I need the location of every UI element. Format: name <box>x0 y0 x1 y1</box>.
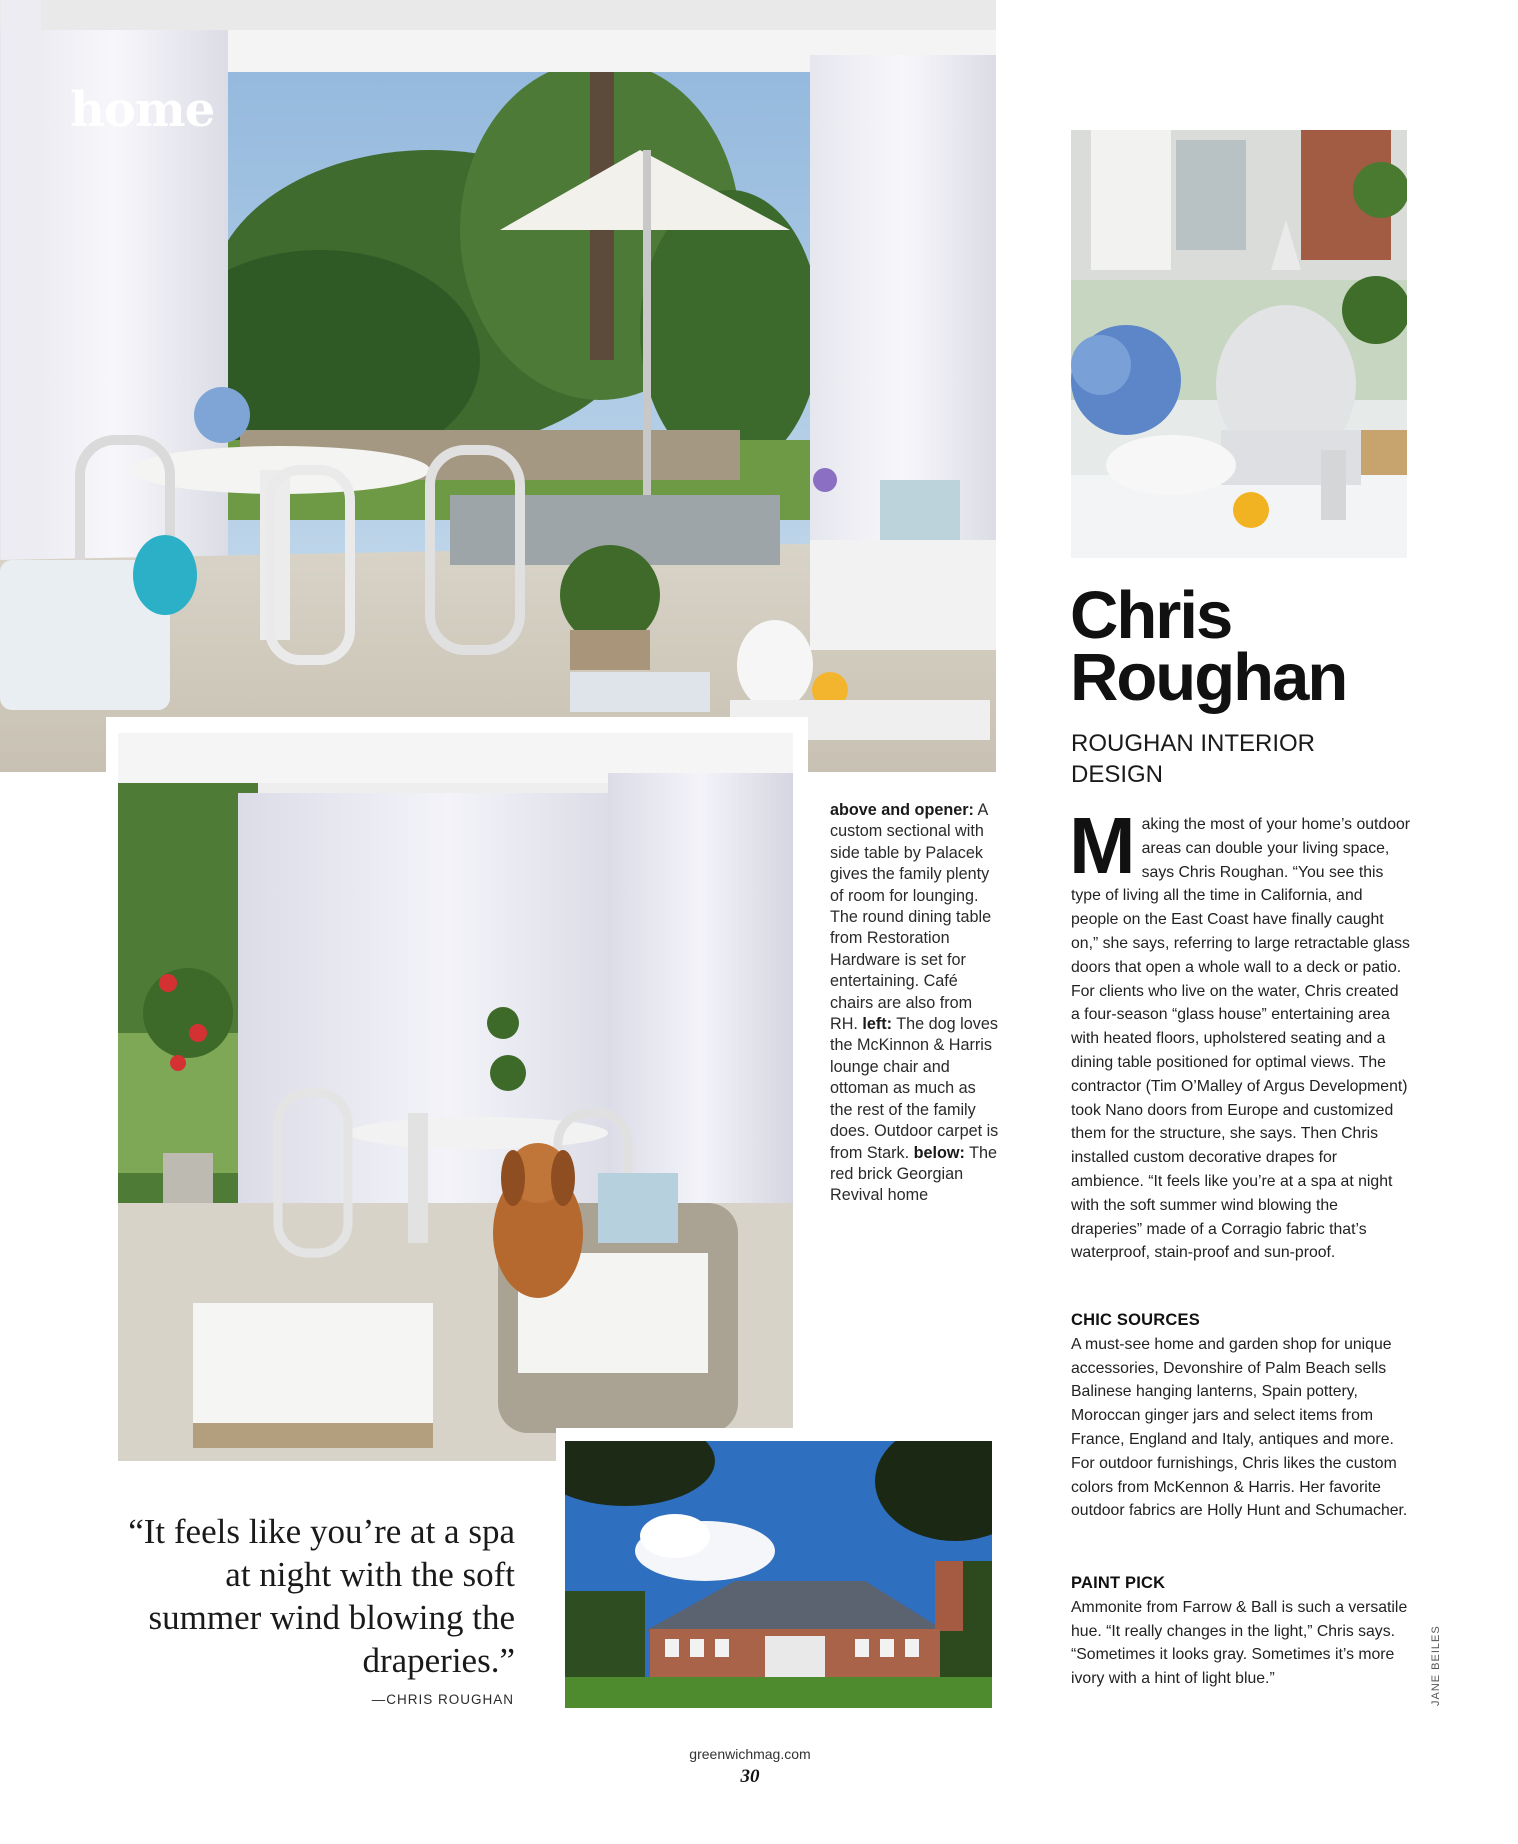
designer-last-name: Roughan <box>1070 640 1347 715</box>
photo-credit: JANE BEILES <box>1430 1625 1442 1706</box>
caption-lead-left: left: <box>862 1015 893 1034</box>
caption-text-left: The dog loves the McKinnon & Harris lounge chair and ottoman as much as the rest of the family does. Outdoor carpet is from Stark. <box>830 1015 999 1162</box>
chic-sources-section <box>1071 1309 1411 1523</box>
designer-first-name: Chris <box>1070 578 1232 653</box>
paint-pick-section <box>1071 1572 1411 1691</box>
designer-name <box>1070 578 1470 715</box>
drop-cap: M <box>1069 801 1136 890</box>
house-photo-exterior <box>565 1441 992 1708</box>
chic-sources-heading: CHIC SOURCES <box>1071 1311 1200 1329</box>
caption-lead-above: above and opener: <box>830 801 974 819</box>
photo-caption <box>830 800 1000 1207</box>
paint-pick-heading: PAINT PICK <box>1071 1574 1166 1592</box>
website-url[interactable]: greenwichmag.com <box>689 1746 811 1762</box>
page-number: 30 <box>740 1766 760 1787</box>
pull-quote: “It feels like you’re at a spa at night with the soft summer wind blowing the draperies.” <box>128 1512 515 1680</box>
dog-photo-lounge <box>118 733 793 1461</box>
caption-text-above: A custom sectional with side table by Palacek gives the family plenty of room for lounging. The round dining table from Restoration Hardware is set for entertaining. Café chairs are also from RH. <box>830 801 992 1034</box>
caption-text-below: The red brick Georgian Revival home <box>830 1143 998 1205</box>
caption-lead-below: below: <box>913 1143 965 1162</box>
intro-text: aking the most of your home’s outdoor areas can double your living space, says Chris Roughan. “You see this type of living all the time in California, and people on the East Coast have finally caught on,” she says, referring to large retractable glass doors that open a whole wall to a deck or patio. For clients who live on the water, Chris created a four-season “glass house” entertaining area with heated floors, upholstered seating and a dining table positioned for optimal views. The contractor (Tim O’Malley of Argus Development) took Nano doors from Europe and customized them for the structure, she says. Then Chris installed custom decorative drapes for ambience. “It feels like you’re at a spa at night with the soft summer wind blowing the draperies” made of a Corragio fabric that’s waterproof, stain-proof and sun-proof. <box>1071 816 1411 1262</box>
firm-name: ROUGHAN INTERIOR DESIGN <box>1071 730 1316 788</box>
inset-photo-table-setting <box>1071 130 1407 558</box>
paint-pick-text: Ammonite from Farrow & Ball is such a versatile hue. “It really changes in the light,” Chris says. “Sometimes it looks gray. Sometimes it’s more ivory with a hint of light blue.” <box>1071 1598 1408 1688</box>
pull-quote-attribution: —CHRIS ROUGHAN <box>371 1692 514 1707</box>
article-intro <box>1069 801 1411 1265</box>
chic-sources-text: A must-see home and garden shop for unique accessories, Devonshire of Palm Beach sells Balinese hanging lanterns, Spain pottery, Moroccan ginger jars and select items from France, England and Italy, antiques and more. For outdoor furnishings, Chris likes the custom colors from McKennon & Harris. Her favorite outdoor fabrics are Holly Hunt and Schumacher. <box>1071 1335 1408 1520</box>
section-label: home <box>70 82 215 138</box>
